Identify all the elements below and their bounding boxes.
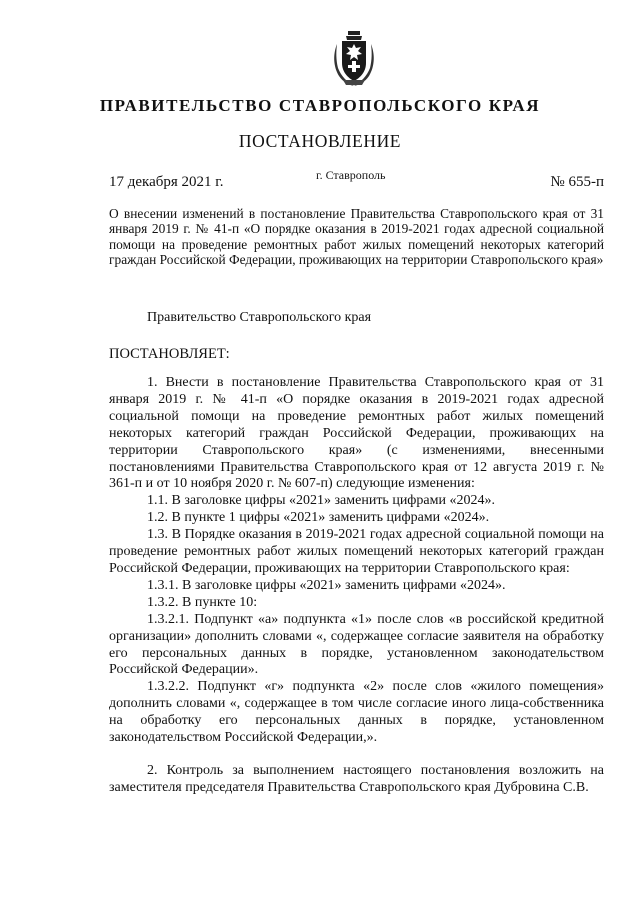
stavropol-coat-of-arms-icon [331, 30, 377, 88]
government-title: ПРАВИТЕЛЬСТВО СТАВРОПОЛЬСКОГО КРАЯ [99, 96, 541, 115]
document-date: 17 декабря 2021 г. [109, 174, 224, 190]
document-number: № 655-п [550, 174, 604, 190]
paragraph-1-2: 1.2. В пункте 1 цифры «2021» заменить цифрами «2024». [147, 510, 490, 526]
document-type: ПОСТАНОВЛЕНИЕ [238, 131, 402, 151]
paragraph-1-3: 1.3. В Порядке оказания в 2019-2021 годах адресной социальной помощи на проведение ремонтных работ жилых помещений некоторых категорий граждан Российской Федерации, проживающих на территории Ставропольского края: [109, 527, 604, 576]
document-city: г. Ставрополь [316, 168, 386, 182]
document-body [109, 375, 604, 797]
paragraph-1: 1. Внести в постановление Правительства Ставропольского края от 31 января 2019 г. № 41-п «О порядке оказания в 2019-2021 годах адресной социальной помощи на проведение ремонтных работ жилых помещений некоторых категорий граждан Российской Федерации, проживающих на территории Ставропольского края» (с изменениями, внесенными постановлениями Правительства Ставропольского края от 12 августа 2019 г. № 361-п и от 10 ноября 2020 г. № 607-п) следующие изменения: [109, 375, 604, 492]
paragraph-1-3-2-1: 1.3.2.1. Подпункт «а» подпункта «1» после слов «в российской кредитной организации» дополнить словами «, содержащее согласие заявителя на обработку его персональных данных в порядке, установленном законодательством Российской Федерации». [109, 611, 604, 678]
paragraph-2: 2. Контроль за выполнением настоящего постановления возложить на заместителя председателя Правительства Ставропольского края Дубровина С.В. [109, 762, 604, 795]
issuer: Правительство Ставропольского края [147, 310, 372, 325]
document-subject: О внесении изменений в постановление Правительства Ставропольского края от 31 января 2019 г. № 41-п «О порядке оказания в 2019-2021 годах адресной социальной помощи на проведение ремонтных работ жилых помещений некоторых категорий граждан Российской Федерации, проживающих на территории Ставропольского края» [109, 206, 604, 268]
decree-word: ПОСТАНОВЛЯЕТ: [109, 346, 230, 362]
paragraph-1-1: 1.1. В заголовке цифры «2021» заменить цифрами «2024». [147, 493, 495, 509]
paragraph-1-3-1: 1.3.1. В заголовке цифры «2021» заменить цифрами «2024». [147, 577, 506, 593]
paragraph-1-3-2: 1.3.2. В пункте 10: [147, 594, 258, 610]
paragraph-1-3-2-2: 1.3.2.2. Подпункт «г» подпункта «2» после слов «жилого помещения» дополнить словами «, содержащее в том числе согласие иного лица-собственника на обработку его персональных данных в порядке, установленном законодательством Российской Федерации,». [109, 679, 604, 746]
